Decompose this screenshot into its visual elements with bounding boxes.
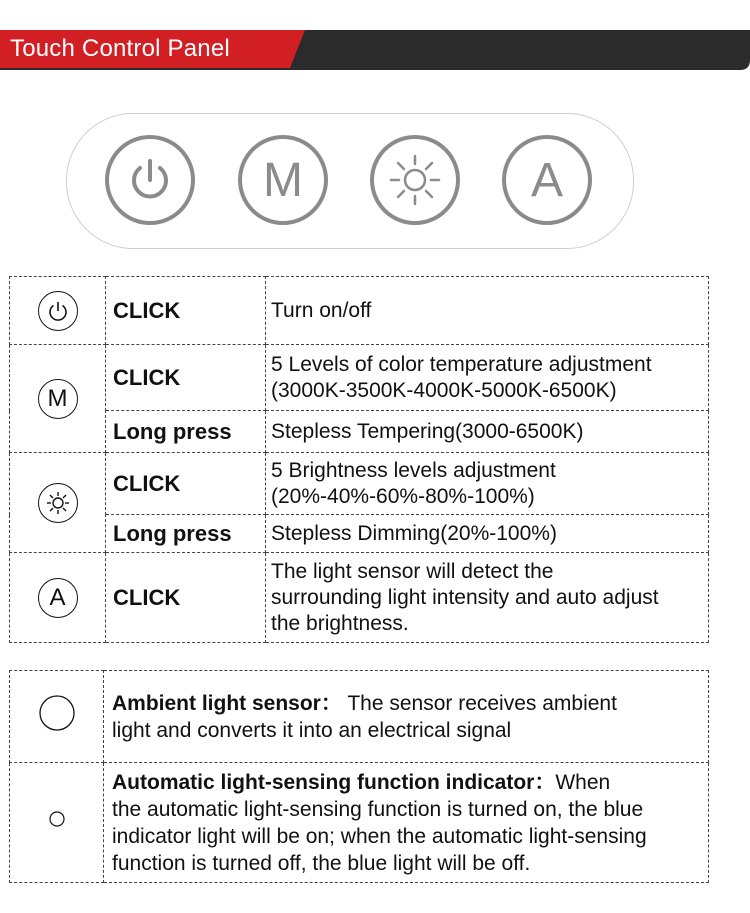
mode-icon: M: [263, 153, 303, 207]
table-row: [10, 553, 709, 643]
brightness-button[interactable]: [370, 135, 460, 225]
action-label: CLICK: [106, 553, 266, 643]
sun-icon: [385, 150, 445, 210]
table-row: [10, 277, 709, 345]
indicator-desc: Automatic light-sensing function indicator：When the automatic light-sensing function is turned on, the blue indicator light will be on; when the automatic light-sensing function is turned off, the blue light will be off.: [104, 763, 709, 883]
table-row: [10, 453, 709, 515]
mode-cell: [10, 345, 106, 453]
table-row: [10, 671, 709, 763]
sensor-table: [9, 670, 709, 883]
indicator-light-icon: [47, 809, 67, 829]
action-label: Long press: [106, 515, 266, 553]
table-row: [10, 411, 709, 453]
table-row: [10, 345, 709, 411]
indicator-cell: [10, 763, 104, 883]
action-label: Long press: [106, 411, 266, 453]
mode-icon: M: [38, 379, 78, 419]
table-row: [10, 515, 709, 553]
sun-icon: [38, 483, 78, 523]
action-desc: 5 Levels of color temperature adjustment (3000K-3500K-4000K-5000K-6500K): [266, 345, 709, 411]
ambient-sensor-cell: [10, 671, 104, 763]
auto-button[interactable]: [502, 135, 592, 225]
ambient-sensor-desc: Ambient light sensor： The sensor receives ambient light and converts it into an electrical signal: [104, 671, 709, 763]
mode-button[interactable]: [238, 135, 328, 225]
control-table: [9, 276, 709, 643]
power-icon: [38, 291, 78, 331]
action-label: CLICK: [106, 345, 266, 411]
action-desc: Stepless Tempering(3000-6500K): [266, 411, 709, 453]
action-label: CLICK: [106, 277, 266, 345]
power-icon: [125, 155, 175, 205]
auto-icon: A: [530, 153, 563, 207]
power-cell: [10, 277, 106, 345]
action-desc: Turn on/off: [266, 277, 709, 345]
page-title: Touch Control Panel: [10, 35, 230, 62]
auto-icon: A: [38, 578, 78, 618]
ambient-sensor-icon: [37, 693, 77, 733]
action-desc: 5 Brightness levels adjustment (20%-40%-60%-80%-100%): [266, 453, 709, 515]
action-desc: The light sensor will detect the surrounding light intensity and auto adjust the brightness.: [266, 553, 709, 643]
auto-cell: [10, 553, 106, 643]
action-label: CLICK: [106, 453, 266, 515]
action-desc: Stepless Dimming(20%-100%): [266, 515, 709, 553]
table-row: [10, 763, 709, 883]
power-button[interactable]: [105, 135, 195, 225]
brightness-cell: [10, 453, 106, 553]
